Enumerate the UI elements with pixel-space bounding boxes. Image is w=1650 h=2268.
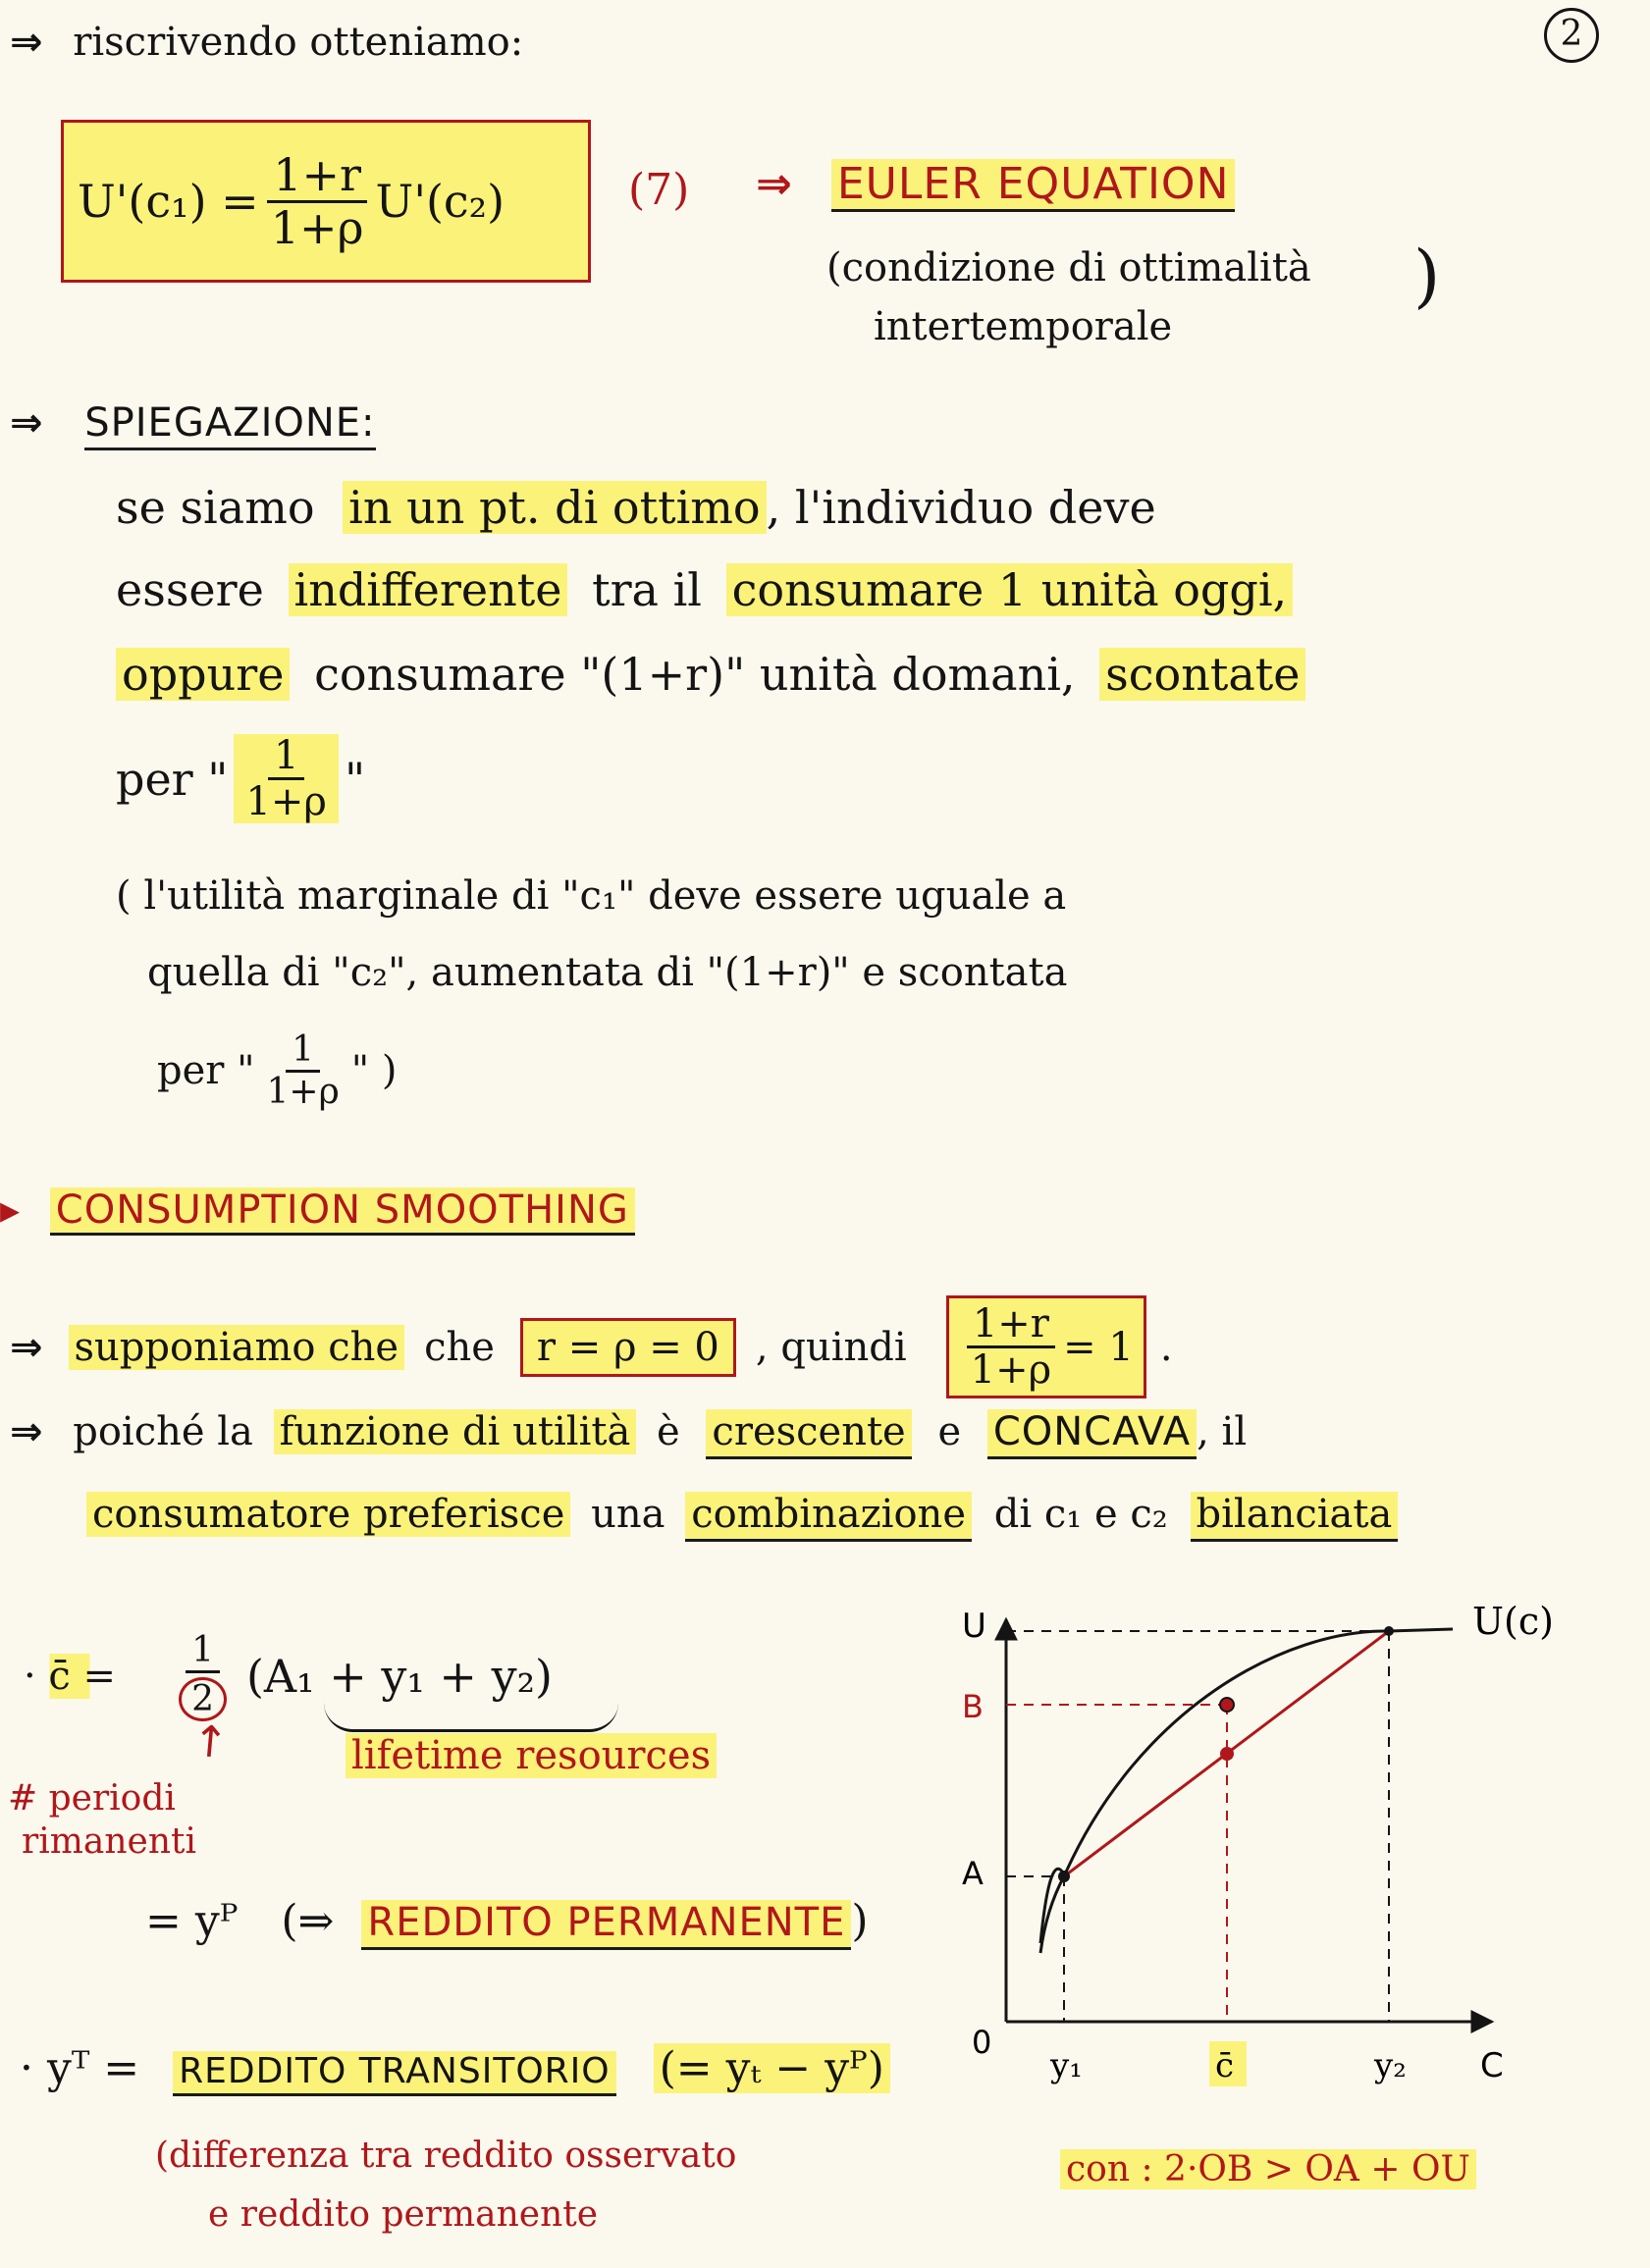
- euler-arrow-line: [756, 159, 1235, 209]
- label-origin: 0: [972, 2024, 992, 2061]
- euler-lhs: U'(c₁) =: [78, 175, 259, 228]
- implies-icon: ⇒: [10, 1409, 43, 1454]
- intro-line: [10, 20, 523, 65]
- ratio-box: $\frac{1+r}{1+\rho}$ = 1: [946, 1295, 1146, 1398]
- smoothing-heading-line: [0, 1187, 635, 1233]
- euler-eq-number: (7): [628, 165, 690, 215]
- paren-line-3: per " $\frac{1}{1+\rho}$ " ): [157, 1029, 398, 1112]
- utility-curve: [1040, 1629, 1453, 1943]
- euler-fraction: [265, 147, 370, 254]
- smoothing-heading: CONSUMPTION SMOOTHING: [50, 1187, 635, 1236]
- cbar-line: · c̄ = $\frac{1}{2}$ (A₁ + y₁ + y₂): [20, 1631, 553, 1721]
- label-x-axis: C: [1480, 2046, 1504, 2085]
- euler-fraction-num: 1+r: [267, 150, 367, 203]
- label-b: B: [962, 1688, 984, 1725]
- periodi-label-1: # periodi: [8, 1778, 176, 1819]
- diff-line-2: e reddito permanente: [208, 2194, 599, 2235]
- paren-fraction: $\frac{1}{1+\rho}$: [266, 1029, 340, 1112]
- discount-fraction: $\frac{1}{1+\rho}$: [234, 734, 338, 823]
- implies-icon: ⇒: [10, 1324, 43, 1370]
- point-b: [1220, 1698, 1234, 1712]
- implies-icon: ⇒: [10, 20, 43, 65]
- spiegazione-line-1: se siamo in un pt. di ottimo , l'individuo deve: [116, 481, 1156, 534]
- utility-diagram: [942, 1590, 1629, 2085]
- consumatore-line: consumatore preferisce una combinazione di c₁ e c₂ bilanciata: [86, 1492, 1398, 1537]
- lifetime-brace: [324, 1700, 618, 1732]
- poiche-line: ⇒ poiché la funzione di utilità è crescente e CONCAVA , il: [10, 1409, 1247, 1454]
- label-y1: y₁: [1050, 2046, 1083, 2085]
- spiegazione-line-3: oppure consumare "(1+r)" unità domani, scontate: [116, 648, 1305, 701]
- label-cbar: c̄: [1215, 2046, 1235, 2085]
- euler-note-1: (condizione di ottimalità: [826, 245, 1311, 290]
- euler-equation-box: [61, 120, 591, 283]
- supponiamo-line: ⇒ supponiamo che che r = ρ = 0 , quindi $\frac{1+r}{1+\rho}$ = 1 .: [10, 1295, 1173, 1398]
- paren-line-2: quella di "c₂", aumentata di "(1+r)" e scontata: [147, 950, 1068, 995]
- euler-title: EULER EQUATION: [831, 159, 1236, 212]
- yt-line: · yᵀ = REDDITO TRANSITORIO (= yₜ − yᴾ): [20, 2043, 890, 2093]
- paren-line-1: ( l'utilità marginale di "c₁" deve essere uguale a: [116, 873, 1067, 919]
- label-a: A: [962, 1855, 984, 1892]
- page-number: 2: [1544, 8, 1599, 63]
- r-rho-zero-box: r = ρ = 0: [520, 1318, 736, 1377]
- diff-line-1: (differenza tra reddito osservato: [155, 2136, 737, 2176]
- intro-text: riscrivendo otteniamo:: [73, 20, 524, 65]
- euler-note-close: ): [1413, 236, 1441, 316]
- point-u: [1384, 1626, 1394, 1636]
- spiegazione-line-4: per " $\frac{1}{1+\rho}$ ": [116, 733, 366, 824]
- bullet-icon: ▸: [0, 1187, 21, 1233]
- euler-fraction-den: 1+ρ: [270, 200, 364, 254]
- point-chord: [1220, 1747, 1234, 1761]
- arrow-to-two-icon: ↗: [179, 1710, 240, 1771]
- label-curve: U(c): [1472, 1600, 1554, 1643]
- euler-note-2: intertemporale: [874, 304, 1173, 349]
- implies-icon: ⇒: [10, 400, 43, 446]
- point-a: [1058, 1871, 1070, 1882]
- spiegazione-line-2: essere indifferente tra il consumare 1 unità oggi,: [116, 563, 1293, 616]
- cbar-fraction: $\frac{1}{2}$: [179, 1631, 227, 1721]
- euler-rhs: U'(c₂): [375, 175, 506, 228]
- spiegazione-heading: SPIEGAZIONE:: [84, 400, 375, 450]
- yp-line: = yᴾ (⇒ REDDITO PERMANENTE ): [145, 1896, 869, 1946]
- label-y2: y₂: [1374, 2046, 1407, 2085]
- periodi-label-2: rimanenti: [22, 1821, 196, 1862]
- inequality-note: con : 2·OB > OA + OU: [1060, 2149, 1476, 2189]
- lifetime-label: lifetime resources: [346, 1733, 717, 1778]
- implies-icon: ⇒: [756, 159, 792, 209]
- label-y-axis: U: [962, 1607, 986, 1646]
- spiegazione-heading-line: [10, 400, 376, 446]
